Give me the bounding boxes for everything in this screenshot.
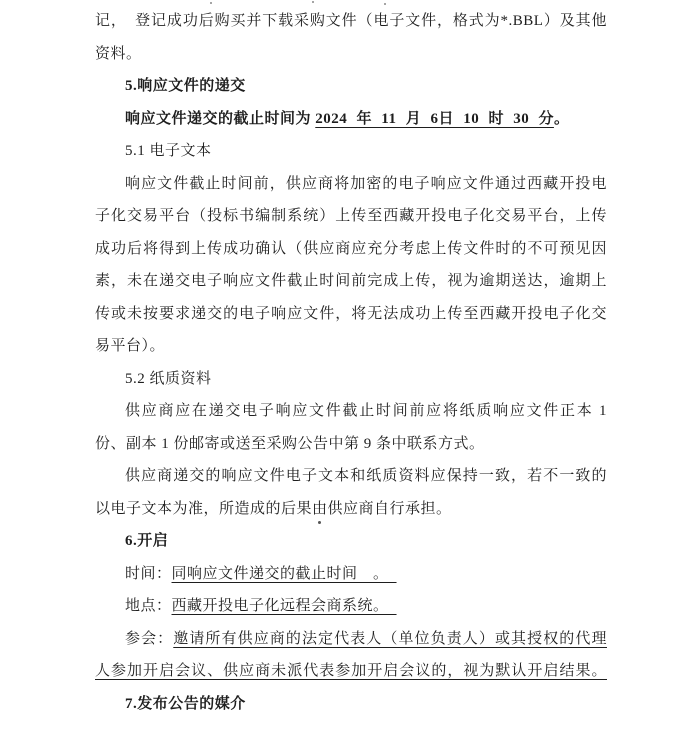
body-text	[95, 38, 607, 71]
body-text	[95, 330, 607, 363]
field-line-attend	[95, 623, 607, 656]
text-segment: 响应文件截止时间前，供应商将加密的电子响应文件通过西藏开投电	[125, 175, 607, 192]
text-segment: 子化交易平台（投标书编制系统）上传至西藏开投电子化交易平台，上传	[95, 208, 607, 224]
body-text	[95, 395, 607, 428]
text-segment: 参会：	[125, 630, 174, 647]
text-segment: 5.响应文件的递交	[125, 78, 246, 94]
section-heading	[95, 688, 607, 721]
body-text	[95, 428, 607, 461]
subsection-heading	[95, 363, 607, 396]
deadline-line	[95, 103, 607, 136]
body-text	[95, 168, 607, 201]
subsection-heading	[95, 135, 607, 168]
field-line-time	[95, 558, 607, 591]
text-segment: 供应商递交的响应文件电子文本和纸质资料应保持一致，若不一致的	[125, 468, 607, 484]
body-text	[95, 460, 607, 493]
text-segment: 资料。	[95, 45, 142, 62]
underlined-value: 邀请所有供应商的法定代表人（单位负责人）或其授权的代理	[173, 630, 607, 647]
body-text	[95, 298, 607, 331]
text-segment: 素，未在递交电子响应文件截止时间前完成上传，视为逾期送达，逾期上	[95, 273, 607, 289]
body-text	[95, 493, 607, 526]
text-segment: 6.开启	[125, 533, 169, 549]
underlined-value: 人参加开启会议、供应商未派代表参加开启会议的，视为默认开启结果。	[95, 663, 607, 679]
scan-speck	[312, 1, 314, 3]
body-text	[95, 5, 607, 38]
section-heading	[95, 525, 607, 558]
text-segment: 时间：	[125, 565, 172, 582]
underlined-value: 同响应文件递交的截止时间 。	[171, 565, 397, 582]
scan-speck	[210, 2, 212, 4]
body-text	[95, 655, 607, 688]
text-segment: 以电子文本为准，所造成的后果由供应商自行承担。	[95, 500, 452, 517]
text-segment: 5.2 纸质资料	[125, 370, 212, 387]
text-segment: 传或未按要求递交的电子响应文件，将无法成功上传至西藏开投电子化交	[95, 305, 607, 322]
text-segment: 7.发布公告的媒介	[125, 695, 246, 712]
body-text	[95, 233, 607, 266]
scan-speck	[384, 3, 386, 5]
text-segment: 份、副本 1 份邮寄或送至采购公告中第 9 条中联系方式。	[95, 435, 485, 452]
text-segment: 。	[553, 110, 570, 127]
text-segment: 响应文件递交的截止时间为	[125, 110, 316, 127]
scan-speck	[318, 521, 321, 524]
text-segment: 地点：	[125, 598, 172, 614]
underlined-value: 2024 年 11 月 6日 10 时 30 分	[315, 110, 554, 127]
text-segment: 5.1 电子文本	[125, 143, 212, 159]
text-segment: 易平台）。	[95, 338, 166, 354]
text-segment: 成功后将得到上传成功确认（供应商应充分考虑上传文件时的不可预见因	[95, 240, 607, 257]
field-line-place	[95, 590, 607, 623]
body-text	[95, 265, 607, 298]
document-body	[95, 5, 607, 720]
text-segment: 记， 登记成功后购买并下载采购文件（电子文件，格式为*.BBL）及其他	[95, 13, 607, 29]
text-segment: 供应商应在递交电子响应文件截止时间前应将纸质响应文件正本 1	[125, 403, 607, 419]
body-text	[95, 200, 607, 233]
underlined-value: 西藏开投电子化远程会商系统。	[171, 598, 397, 614]
section-heading	[95, 70, 607, 103]
